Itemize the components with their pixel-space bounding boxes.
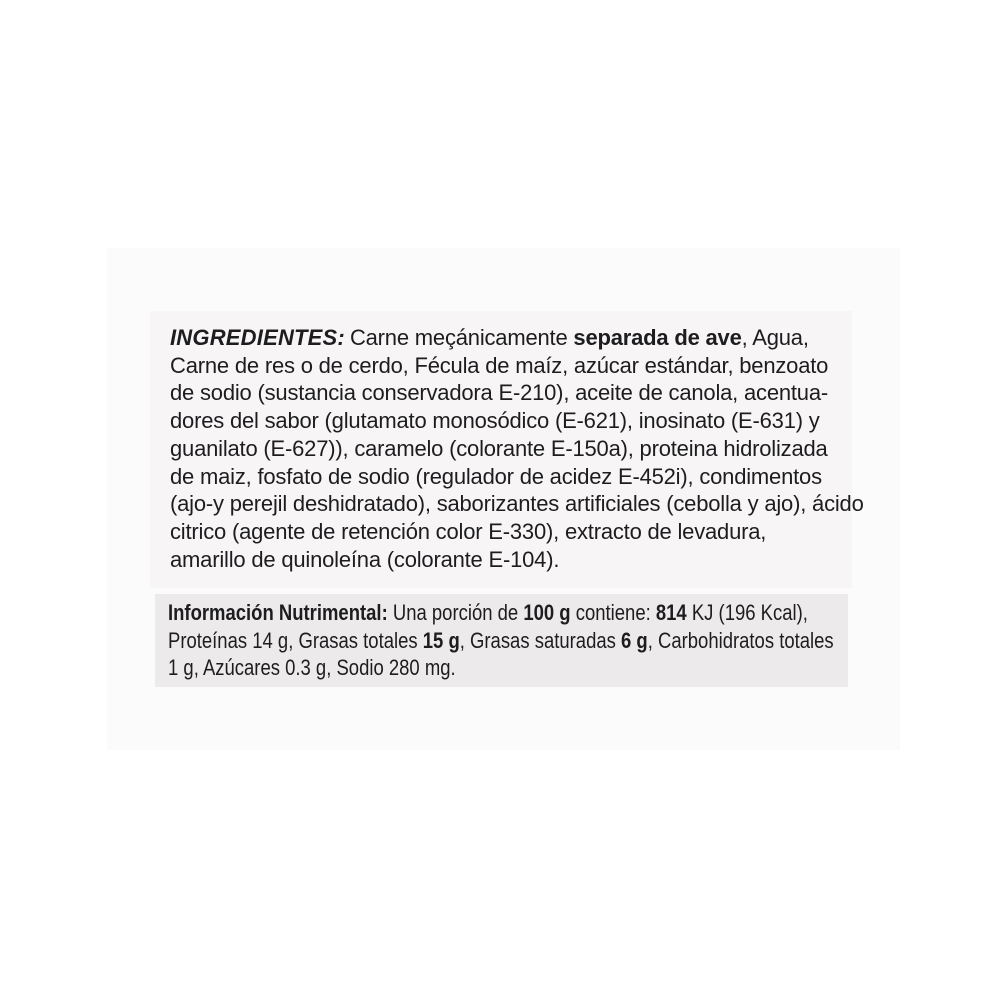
ingredients-heading: INGREDIENTES: <box>170 325 345 350</box>
ingredients-line: amarillo de quinoleína (colorante E-104). <box>170 546 560 572</box>
ingredients-line: guanilato (E-627)), caramelo (colorante E-150a), proteina hidrolizada <box>170 435 828 461</box>
nutrition-line <box>168 627 834 655</box>
ingredients-line: dores del sabor (glutamato monosódico (E-621), inosinato (E-631) y <box>170 408 820 434</box>
ingredients-text: , Agua, <box>741 325 809 350</box>
ingredients-line: Carne de res o de cerdo, Fécula de maíz, azúcar estándar, benzoato <box>170 352 829 378</box>
ingredients-line: de maiz, fosfato de sodio (regulador de acidez E-452i), condimentos <box>170 463 822 489</box>
ingredients-line: (ajo-y perejil deshidratado), saborizantes artificiales (cebolla y ajo), ácido <box>170 491 864 517</box>
ingredients-bold-phrase: separada de ave <box>573 325 742 350</box>
ingredients-line <box>170 324 836 352</box>
nutrition-text: Una porción de <box>387 600 524 625</box>
nutrition-text: KJ (196 Kcal), <box>686 600 808 625</box>
nutrition-text: , Carbohidratos totales <box>647 627 834 653</box>
nutrition-text: contiene: <box>570 600 656 625</box>
ingredients-panel <box>150 311 864 588</box>
serving-size-value: 100 g <box>523 600 571 625</box>
total-fat-value: 15 g <box>422 627 460 653</box>
saturated-fat-value: 6 g <box>621 627 648 653</box>
nutrition-line: 1 g, Azúcares 0.3 g, Sodio 280 mg. <box>168 655 456 680</box>
ingredients-line: de sodio (sustancia conservadora E-210), aceite de canola, acentua- <box>170 380 829 406</box>
ingredients-text: Carne meçánicamente <box>349 325 574 350</box>
nutrition-text-block <box>168 599 834 682</box>
nutrition-text: , Grasas saturadas <box>459 627 622 653</box>
nutrition-text: Proteínas 14 g, Grasas totales <box>168 627 423 653</box>
nutrition-panel <box>155 594 848 687</box>
ingredients-line: citrico (agente de retención color E-330), extracto de levadura, <box>170 518 767 544</box>
nutrition-line <box>168 599 808 627</box>
nutrition-heading: Información Nutrimental: <box>168 600 388 625</box>
energy-kj-value: 814 <box>655 600 687 625</box>
